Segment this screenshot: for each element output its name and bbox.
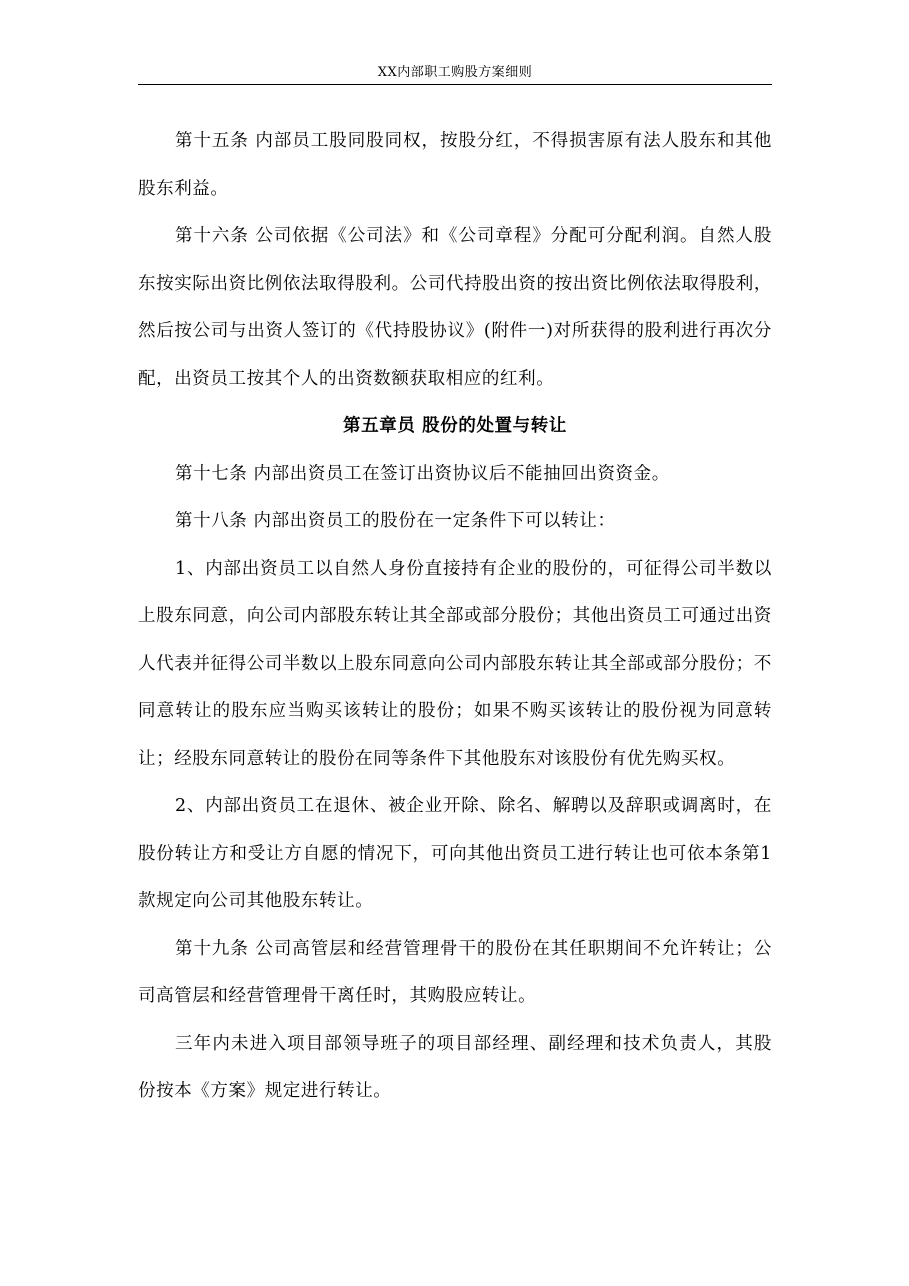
document-body [138,118,772,1116]
page-header: XX内部职工购股方案细则 [138,64,772,85]
article-17: 第十七条 内部出资员工在签订出资协议后不能抽回出资资金。 [175,463,670,484]
article-18: 第十八条 内部出资员工的股份在一定条件下可以转让： [175,511,616,531]
article-18-clause-2: 2、内部出资员工在退休、被企业开除、除名、解聘以及辞职或调离时，在股份转让方和受让方自愿的情况下，可向其他出资员工进行转让也可依本条第1款规定向公司其他股东转让。 [138,796,772,911]
article-19-supplement: 三年内未进入项目部领导班子的项目部经理、副经理和技术负责人，其股份按本《方案》规定进行转让。 [138,1033,772,1101]
chapter-5-heading: 第五章员 股份的处置与转让 [343,416,567,436]
article-18-clause-1: 1、内部出资员工以自然人身份直接持有企业的股份的，可征得公司半数以上股东同意，向公司内部股东转让其全部或部分股份；其他出资员工可通过出资人代表并征得公司半数以上股东同意向公司内部股东转让其全部或部分股份；不同意转让的股东应当购买该转让的股份；如果不购买该转让的股份视为同意转让；经股东同意转让的股份在同等条件下其他股东对该股份有优先购买权。 [138,558,772,769]
article-19: 第十九条 公司高管层和经营管理骨干的股份在其任职期间不允许转让；公司高管层和经营管理骨干离任时，其购股应转让。 [138,938,772,1006]
article-16: 第十六条 公司依据《公司法》和《公司章程》分配可分配利润。自然人股东按实际出资比例依法取得股利。公司代持股出资的按出资比例依法取得股利，然后按公司与出资人签订的《代持股协议》(附件一)对所获得的股利进行再次分配，出资员工按其个人的出资数额获取相应的红利。 [138,226,772,389]
article-15: 第十五条 内部员工股同股同权，按股分红，不得损害原有法人股东和其他股东利益。 [138,131,772,199]
